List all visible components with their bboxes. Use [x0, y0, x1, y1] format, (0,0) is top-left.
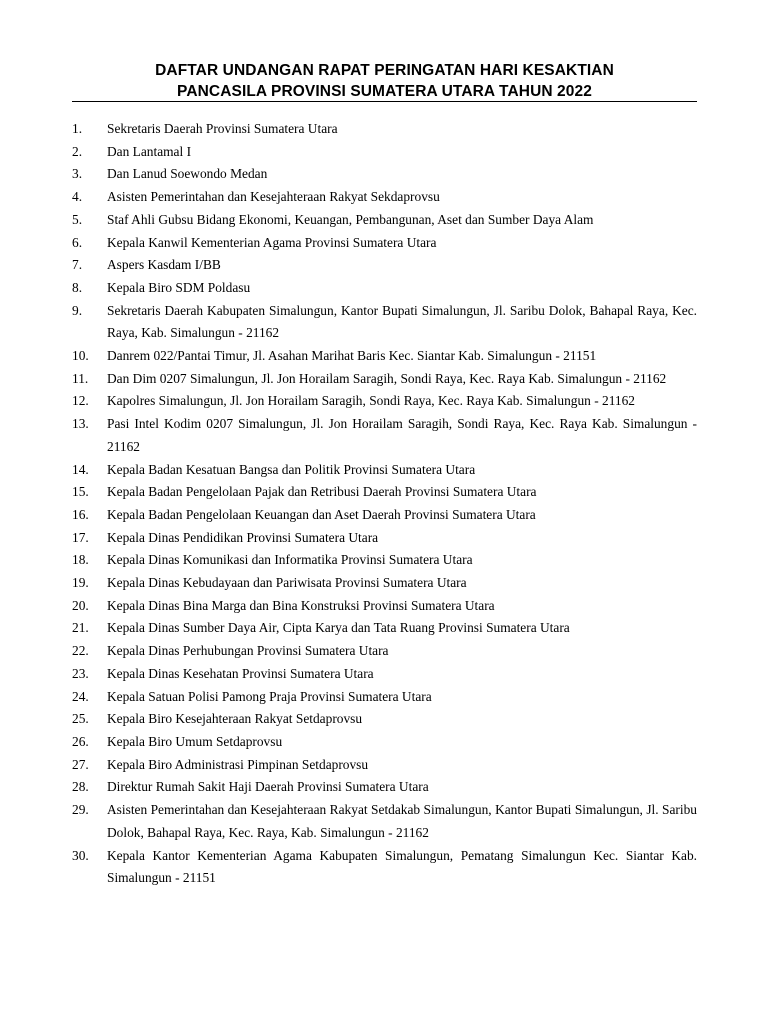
list-item-number: 14. [72, 461, 89, 477]
list-item [72, 390, 697, 413]
list-item [72, 141, 697, 164]
list-item-number: 18. [72, 552, 89, 568]
list-item [72, 663, 697, 686]
list-item [72, 300, 697, 345]
list-item-number: 13. [72, 416, 89, 432]
list-item [72, 731, 697, 754]
list-item [72, 504, 697, 527]
list-item-text: Kepala Satuan Polisi Pamong Praja Provinsi Sumatera Utara [107, 688, 432, 704]
list-item [72, 254, 697, 277]
list-item-number: 16. [72, 506, 89, 522]
list-item-text: Kepala Biro SDM Poldasu [107, 279, 251, 295]
list-item-number: 21. [72, 620, 89, 636]
list-item-text: Kepala Dinas Komunikasi dan Informatika Provinsi Sumatera Utara [107, 552, 473, 568]
list-item [72, 459, 697, 482]
list-item [72, 368, 697, 391]
list-item [72, 617, 697, 640]
list-item [72, 481, 697, 504]
list-item-text: Kepala Biro Kesejahteraan Rakyat Setdaprovsu [107, 711, 363, 727]
list-item-text: Kepala Biro Administrasi Pimpinan Setdaprovsu [107, 756, 369, 772]
list-item-number: 29. [72, 802, 89, 818]
list-item-text: Staf Ahli Gubsu Bidang Ekonomi, Keuangan, Pembangunan, Aset dan Sumber Daya Alam [107, 211, 594, 227]
list-item-text: Dan Lanud Soewondo Medan [107, 166, 268, 182]
list-item-number: 4. [72, 189, 83, 205]
list-item-number: 30. [72, 847, 89, 863]
title-line-2: PANCASILA PROVINSI SUMATERA UTARA TAHUN 2022 [177, 83, 592, 100]
list-item [72, 595, 697, 618]
list-item [72, 118, 697, 141]
list-item-number: 5. [72, 211, 83, 227]
list-item-text: Kepala Dinas Pendidikan Provinsi Sumatera Utara [107, 529, 379, 545]
list-item-text: Kepala Dinas Kesehatan Provinsi Sumatera Utara [107, 665, 374, 681]
list-item-number: 12. [72, 393, 89, 409]
list-item [72, 527, 697, 550]
list-item-number: 19. [72, 575, 89, 591]
list-item-number: 20. [72, 597, 89, 613]
list-item-text: Kepala Badan Kesatuan Bangsa dan Politik Provinsi Sumatera Utara [107, 461, 476, 477]
list-item [72, 345, 697, 368]
list-item-text: Kepala Dinas Bina Marga dan Bina Konstruksi Provinsi Sumatera Utara [107, 597, 495, 613]
list-item-text: Kepala Dinas Perhubungan Provinsi Sumatera Utara [107, 643, 389, 659]
list-item [72, 686, 697, 709]
list-item [72, 209, 697, 232]
list-item-text: Sekretaris Daerah Kabupaten Simalungun, Kantor Bupati Simalungun, Jl. Saribu Dolok, Bahapal Raya, Kec. Raya, Kab. Simalungun - 21162 [107, 302, 697, 341]
list-item-text: Direktur Rumah Sakit Haji Daerah Provinsi Sumatera Utara [107, 779, 429, 795]
list-item-number: 11. [72, 370, 89, 386]
list-item [72, 845, 697, 890]
list-item [72, 163, 697, 186]
list-item [72, 776, 697, 799]
list-item [72, 640, 697, 663]
document-title [72, 60, 697, 102]
invitation-list [72, 118, 697, 890]
list-item-number: 28. [72, 779, 89, 795]
list-item-number: 10. [72, 348, 89, 364]
list-item-number: 15. [72, 484, 89, 500]
list-item [72, 799, 697, 844]
list-item-text: Kepala Biro Umum Setdaprovsu [107, 733, 283, 749]
list-item-number: 27. [72, 756, 89, 772]
list-item-number: 25. [72, 711, 89, 727]
list-item-number: 1. [72, 121, 83, 136]
list-item-text: Sekretaris Daerah Provinsi Sumatera Utara [107, 121, 338, 136]
list-item-text: Kepala Dinas Kebudayaan dan Pariwisata Provinsi Sumatera Utara [107, 575, 467, 591]
list-item-number: 2. [72, 143, 83, 159]
list-item-text: Kepala Badan Pengelolaan Pajak dan Retribusi Daerah Provinsi Sumatera Utara [107, 484, 537, 500]
list-item [72, 232, 697, 255]
list-item-number: 23. [72, 665, 89, 681]
list-item-text: Pasi Intel Kodim 0207 Simalungun, Jl. Jon Horailam Saragih, Sondi Raya, Kec. Raya Kab. Simalungun - 21162 [107, 416, 697, 454]
list-item-number: 7. [72, 257, 83, 273]
list-item-number: 17. [72, 529, 89, 545]
list-item-text: Asisten Pemerintahan dan Kesejahteraan Rakyat Sekdaprovsu [107, 189, 440, 205]
title-underline [72, 101, 697, 102]
list-item-text: Kepala Kanwil Kementerian Agama Provinsi Sumatera Utara [107, 234, 437, 250]
list-item-number: 24. [72, 688, 89, 704]
list-item-number: 22. [72, 643, 89, 659]
list-item-text: Aspers Kasdam I/BB [107, 257, 221, 273]
list-item-number: 8. [72, 279, 83, 295]
list-item [72, 413, 697, 458]
list-item-text: Kepala Badan Pengelolaan Keuangan dan Aset Daerah Provinsi Sumatera Utara [107, 506, 536, 522]
list-item [72, 186, 697, 209]
list-item-number: 26. [72, 733, 89, 749]
list-item [72, 754, 697, 777]
list-item-text: Kepala Dinas Sumber Daya Air, Cipta Karya dan Tata Ruang Provinsi Sumatera Utara [107, 620, 570, 636]
list-item-text: Dan Lantamal I [107, 143, 192, 159]
list-item-number: 3. [72, 166, 83, 182]
list-item-text: Kepala Kantor Kementerian Agama Kabupaten Simalungun, Pematang Simalungun Kec. Siantar Kab. Simalungun - 21151 [107, 847, 697, 886]
list-item-text: Kapolres Simalungun, Jl. Jon Horailam Saragih, Sondi Raya, Kec. Raya Kab. Simalungun - 21162 [107, 393, 635, 409]
list-item [72, 708, 697, 731]
list-item-text: Danrem 022/Pantai Timur, Jl. Asahan Marihat Baris Kec. Siantar Kab. Simalungun - 21151 [107, 348, 597, 364]
title-line-1: DAFTAR UNDANGAN RAPAT PERINGATAN HARI KESAKTIAN [155, 62, 614, 79]
list-item-text: Asisten Pemerintahan dan Kesejahteraan Rakyat Setdakab Simalungun, Kantor Bupati Simalungun, Jl. Saribu Dolok, Bahapal Raya, Kec. Raya, Kab. Simalungun - 21162 [107, 802, 697, 840]
list-item-number: 6. [72, 234, 83, 250]
list-item [72, 572, 697, 595]
list-item [72, 277, 697, 300]
list-item-number: 9. [72, 302, 83, 318]
list-item-text: Dan Dim 0207 Simalungun, Jl. Jon Horailam Saragih, Sondi Raya, Kec. Raya Kab. Simalungun - 21162 [107, 370, 667, 386]
list-item [72, 549, 697, 572]
